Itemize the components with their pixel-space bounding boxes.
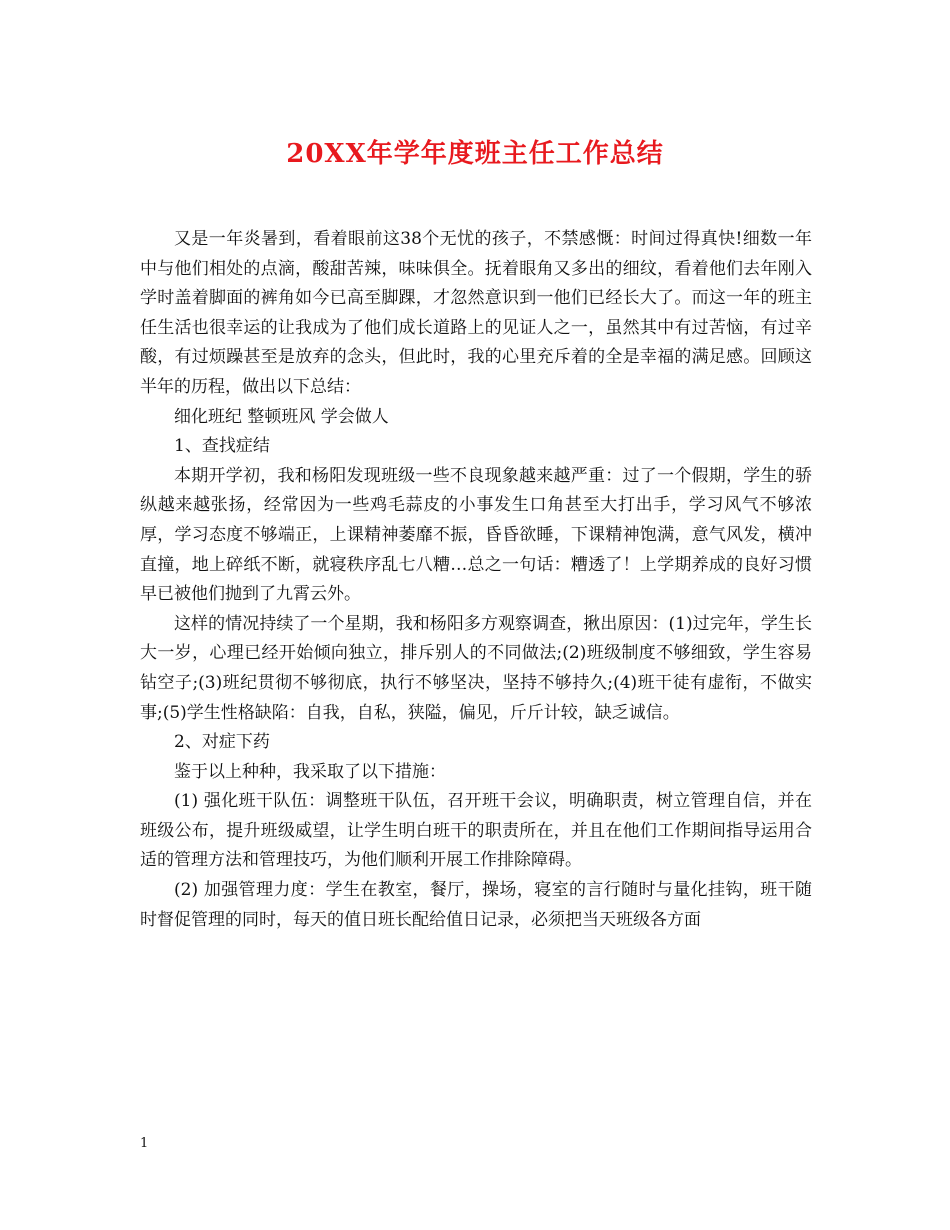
section-heading-1: 1、查找症结 <box>174 436 270 457</box>
paragraph-intro: 又是一年炎暑到，看着眼前这38个无忧的孩子，不禁感慨：时间过得真快!细数一年中与他们相处的点滴，酸甜苦辣，味味俱全。抚着眼角又多出的细纹，看着他们去年刚入学时盖着脚面的裤角如今已高至脚踝，才忽然意识到一他们已经长大了。而这一年的班主任生活也很幸运的让我成为了他们成长道路上的见证人之一，虽然其中有过苦恼，有过辛酸，有过烦躁甚至是放弃的念头，但此时，我的心里充斥着的全是幸福的满足感。回顾这半年的历程，做出以下总结： <box>140 229 812 397</box>
paragraph-measure-1: (1) 强化班干队伍：调整班干队伍，召开班干会议，明确职责，树立管理自信，并在班级公布，提升班级威望，让学生明白班干的职责所在，并且在他们工作期间指导运用合适的管理方法和管理技巧，为他们顺利开展工作排除障碍。 <box>140 791 812 871</box>
document-body <box>140 225 812 935</box>
section-heading-2: 2、对症下药 <box>174 732 270 753</box>
paragraph-measures-intro: 鉴于以上种种，我采取了以下措施： <box>174 761 446 782</box>
page-number: 1 <box>140 1136 149 1151</box>
document-title: 20XX年学年度班主任工作总结 <box>286 139 664 169</box>
paragraph-measure-2: (2) 加强管理力度：学生在教室，餐厅，操场，寝室的言行随时与量化挂钩，班干随时督促管理的同时，每天的值日班长配给值日记录，必须把当天班级各方面 <box>140 880 812 930</box>
paragraph-causes: 这样的情况持续了一个星期，我和杨阳多方观察调查，揪出原因：(1)过完年，学生长大一岁，心理已经开始倾向独立，排斥别人的不同做法;(2)班级制度不够细致，学生容易钻空子;(3)班纪贯彻不够彻底，执行不够坚决，坚持不够持久;(4)班干徒有虚衔，不做实事;(5)学生性格缺陷：自我，自私，狭隘，偏见，斤斤计较，缺乏诚信。 <box>140 613 812 723</box>
paragraph-problems: 本期开学初，我和杨阳发现班级一些不良现象越来越严重：过了一个假期，学生的骄纵越来越张扬，经常因为一些鸡毛蒜皮的小事发生口角甚至大打出手，学习风气不够浓厚，学习态度不够端正，上课精神萎靡不振，昏昏欲睡，下课精神饱满，意气风发，横冲直撞，地上碎纸不断，就寝秩序乱七八糟…总之一句话：糟透了！上学期养成的良好习惯早已被他们抛到了九霄云外。 <box>140 465 812 605</box>
section-heading-main: 细化班纪 整顿班风 学会做人 <box>174 406 389 427</box>
